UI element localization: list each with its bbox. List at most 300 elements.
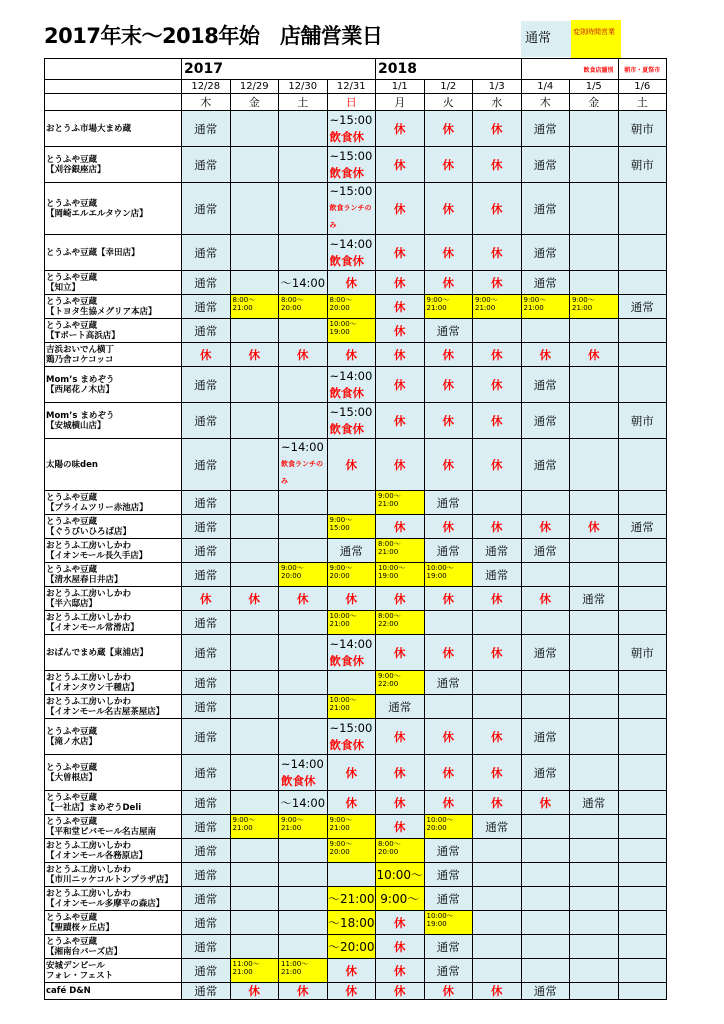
schedule-cell: 9:00～ 22:00 [376,671,425,695]
schedule-cell [570,839,619,863]
schedule-cell [570,319,619,343]
schedule-cell: 8:00～ 20:00 [327,295,376,319]
schedule-cell [618,183,667,235]
store-row [45,839,667,863]
store-name: 太陽の味den [45,439,182,491]
schedule-cell [230,887,279,911]
schedule-cell [521,319,570,343]
schedule-cell: 9:00～ 21:00 [424,295,473,319]
schedule-cell: 通常 [521,271,570,295]
store-row [45,635,667,671]
schedule-cell: 通常 [473,563,522,587]
schedule-cell: 9:00～ 21:00 [376,491,425,515]
dates-row-blank [45,80,182,94]
schedule-cell [230,911,279,935]
day-header: 火 [424,94,473,111]
schedule-cell [521,671,570,695]
schedule-cell [570,635,619,671]
schedule-cell: 休 [424,183,473,235]
schedule-cell: 通常 [182,755,231,791]
schedule-cell: 休 [424,343,473,367]
schedule-cell: 休 [376,515,425,539]
schedule-cell [618,235,667,271]
schedule-cell: 休 [473,439,522,491]
schedule-cell [279,635,328,671]
dates-row [45,80,667,94]
days-row-blank [45,94,182,111]
schedule-cell: 休 [376,343,425,367]
schedule-cell: 9:00～ 20:00 [327,839,376,863]
schedule-cell [279,183,328,235]
store-row [45,319,667,343]
schedule-cell: 通常 [424,491,473,515]
schedule-cell: 休 [473,403,522,439]
schedule-cell [618,367,667,403]
schedule-cell: 通常 [182,815,231,839]
schedule-cell: 通常 [182,403,231,439]
schedule-cell [570,983,619,1000]
schedule-cell: ～14:00 [279,791,328,815]
schedule-cell: 通常 [182,887,231,911]
schedule-cell [570,671,619,695]
schedule-cell [570,271,619,295]
schedule-cell: 通常 [182,839,231,863]
schedule-cell [279,111,328,147]
store-row [45,959,667,983]
store-name: とうふや豆蔵【幸田店】 [45,235,182,271]
store-name: とうふや豆蔵 【滝ノ水店】 [45,719,182,755]
schedule-cell [473,887,522,911]
schedule-cell [618,755,667,791]
year-row-blank [45,59,182,80]
schedule-cell: 通常 [327,539,376,563]
schedule-cell [521,911,570,935]
schedule-cell: ~15:00 飲食休 [327,719,376,755]
store-name: 安城デンビール フォレ・フェスト [45,959,182,983]
schedule-cell: 通常 [182,671,231,695]
schedule-cell: 通常 [473,815,522,839]
schedule-cell: 休 [473,983,522,1000]
schedule-cell: 休 [473,791,522,815]
store-row [45,439,667,491]
schedule-cell: 休 [473,183,522,235]
schedule-cell: 朝市 [618,111,667,147]
schedule-cell: 休 [376,271,425,295]
schedule-cell [570,367,619,403]
schedule-cell [570,539,619,563]
schedule-cell: 休 [521,515,570,539]
schedule-cell: ~14:00 飲食ランチのみ [279,439,328,491]
schedule-cell: 8:00～ 21:00 [230,295,279,319]
year-2017: 2017 [182,59,376,80]
store-name: とうふや豆蔵 【一社店】まめぞうDeli [45,791,182,815]
schedule-cell [521,959,570,983]
schedule-cell: 休 [424,367,473,403]
schedule-cell: 休 [376,983,425,1000]
schedule-cell: 休 [376,719,425,755]
schedule-cell [570,863,619,887]
schedule-cell: 通常 [521,635,570,671]
schedule-cell: 休 [376,815,425,839]
schedule-cell [230,367,279,403]
schedule-cell [424,695,473,719]
schedule-cell: 休 [376,403,425,439]
schedule-cell: 休 [376,367,425,403]
schedule-cell: 通常 [182,271,231,295]
schedule-cell: 休 [327,439,376,491]
schedule-cell: 休 [424,147,473,183]
schedule-cell: 10:00～ [376,863,425,887]
schedule-cell: 休 [424,403,473,439]
schedule-cell [279,695,328,719]
schedule-cell [279,515,328,539]
schedule-cell: 通常 [521,719,570,755]
schedule-cell [279,403,328,439]
schedule-cell: 休 [327,983,376,1000]
schedule-cell: 10:00～ 21:00 [327,611,376,635]
day-header: 金 [230,94,279,111]
store-row [45,887,667,911]
schedule-cell: 休 [376,235,425,271]
date-header: 12/31 [327,80,376,94]
schedule-cell: 8:00～ 20:00 [376,839,425,863]
schedule-cell [230,695,279,719]
schedule-cell [618,671,667,695]
schedule-cell: ~14:00 飲食休 [327,367,376,403]
store-name: とうふや豆蔵 【刈谷銀座店】 [45,147,182,183]
schedule-cell: 休 [521,587,570,611]
store-row [45,791,667,815]
schedule-cell: 9:00～ 21:00 [327,815,376,839]
store-row [45,539,667,563]
day-header: 土 [618,94,667,111]
schedule-cell: 通常 [182,563,231,587]
schedule-cell: ~15:00 飲食ランチのみ [327,183,376,235]
date-header: 1/5 [570,80,619,94]
schedule-cell [473,611,522,635]
schedule-cell: 11:00～ 21:00 [279,959,328,983]
schedule-cell [327,671,376,695]
store-name: おとうふ工房いしかわ 【イオンモール多摩平の森店】 [45,887,182,911]
schedule-cell: ~15:00 飲食休 [327,111,376,147]
store-name: 吉浜おいでん横丁 鶏乃舎コケコッコ [45,343,182,367]
schedule-cell: 10:00～ 19:00 [424,911,473,935]
schedule-cell: 休 [327,959,376,983]
schedule-cell: 通常 [424,959,473,983]
schedule-cell [570,439,619,491]
schedule-cell: ~14:00 飲食休 [327,635,376,671]
schedule-cell: 9:00～ [376,887,425,911]
legend-special: 変則時間営業 [571,20,621,58]
schedule-cell [570,719,619,755]
schedule-cell [230,863,279,887]
schedule-cell: 通常 [424,863,473,887]
schedule-cell: 休 [473,719,522,755]
schedule-cell [618,491,667,515]
schedule-cell [618,983,667,1000]
schedule-cell: 通常 [618,295,667,319]
schedule-cell [618,271,667,295]
schedule-cell [473,319,522,343]
schedule-cell [230,319,279,343]
store-row [45,863,667,887]
schedule-cell: ~14:00 飲食休 [327,235,376,271]
schedule-cell: 9:00～ 21:00 [521,295,570,319]
day-header: 木 [521,94,570,111]
schedule-cell [570,183,619,235]
schedule-cell [521,491,570,515]
schedule-cell [473,959,522,983]
schedule-cell [618,887,667,911]
schedule-cell: 休 [376,959,425,983]
schedule-cell: 通常 [521,235,570,271]
schedule-cell: 休 [327,755,376,791]
schedule-cell: 通常 [182,719,231,755]
day-header: 月 [376,94,425,111]
store-row [45,983,667,1000]
schedule-cell: 休 [182,343,231,367]
store-row [45,235,667,271]
legend-normal: 通常 [520,20,572,58]
schedule-cell [618,695,667,719]
schedule-cell [230,635,279,671]
schedule-cell: 通常 [182,695,231,719]
schedule-cell: 通常 [521,367,570,403]
schedule-cell: 休 [376,295,425,319]
date-header: 12/29 [230,80,279,94]
schedule-cell: 休 [182,587,231,611]
store-row [45,815,667,839]
schedule-cell [473,695,522,719]
schedule-cell: 休 [327,271,376,295]
schedule-cell: 休 [473,343,522,367]
schedule-cell: 通常 [424,935,473,959]
schedule-cell: 通常 [182,935,231,959]
schedule-cell: 休 [424,111,473,147]
schedule-cell: 通常 [473,539,522,563]
schedule-cell: 休 [473,755,522,791]
schedule-cell: 休 [376,587,425,611]
schedule-cell: 休 [376,791,425,815]
schedule-cell [618,791,667,815]
day-header: 金 [570,94,619,111]
schedule-cell: 通常 [182,515,231,539]
schedule-cell: 休 [376,319,425,343]
schedule-cell [521,695,570,719]
store-name: おとうふ市場大まめ蔵 [45,111,182,147]
schedule-cell: 休 [424,755,473,791]
schedule-cell [230,611,279,635]
schedule-cell [279,863,328,887]
day-header: 日 [327,94,376,111]
store-name: とうふや豆蔵 【岡崎エルエルタウン店】 [45,183,182,235]
store-row [45,587,667,611]
schedule-cell: 休 [424,719,473,755]
schedule-cell [230,271,279,295]
schedule-cell [279,935,328,959]
store-name: おとうふ工房いしかわ 【イオンモール常滑店】 [45,611,182,635]
schedule-cell [473,911,522,935]
store-row [45,719,667,755]
store-row [45,343,667,367]
schedule-cell [570,815,619,839]
schedule-cell [618,863,667,887]
page-title: 2017年末〜2018年始 店舗営業日 [44,24,383,48]
store-row [45,271,667,295]
schedule-cell: 通常 [182,147,231,183]
store-name: おとうふ工房いしかわ 【イオンモール各務原店】 [45,839,182,863]
store-row [45,491,667,515]
store-row [45,935,667,959]
schedule-cell: 休 [473,635,522,671]
schedule-cell: 8:00～ 21:00 [376,539,425,563]
schedule-cell [570,111,619,147]
schedule-cell: 休 [473,587,522,611]
schedule-cell: 休 [230,343,279,367]
schedule-cell [570,235,619,271]
schedule-cell [618,611,667,635]
store-name: おばんでまめ蔵【東浦店】 [45,635,182,671]
schedule-cell: 通常 [521,539,570,563]
schedule-cell: 通常 [424,539,473,563]
schedule-cell [570,959,619,983]
schedule-cell: 休 [327,343,376,367]
store-row [45,695,667,719]
year-2018: 2018 [376,59,522,80]
schedule-cell: ～18:00 [327,911,376,935]
schedule-cell [473,671,522,695]
schedule-cell: 休 [327,791,376,815]
schedule-cell [230,755,279,791]
schedule-cell [618,935,667,959]
schedule-cell [570,887,619,911]
schedule-cell: 休 [279,587,328,611]
schedule-cell [618,815,667,839]
schedule-cell: 11:00～ 21:00 [230,959,279,983]
store-name: おとうふ工房いしかわ 【市川ニッケコルトンプラザ店】 [45,863,182,887]
store-row [45,755,667,791]
schedule-cell: 通常 [424,887,473,911]
schedule-cell: 通常 [521,983,570,1000]
schedule-cell: 休 [424,439,473,491]
schedule-cell: 通常 [182,983,231,1000]
store-row [45,295,667,319]
store-name: Mom’s まめぞう 【西尾花ノ木店】 [45,367,182,403]
schedule-cell: 休 [376,635,425,671]
schedule-cell: 通常 [182,539,231,563]
schedule-cell [327,491,376,515]
store-row [45,671,667,695]
store-name: とうふや豆蔵 【トヨタ生協メグリア本店】 [45,295,182,319]
date-header: 1/2 [424,80,473,94]
schedule-cell: 休 [424,635,473,671]
store-name: Mom’s まめぞう 【安城横山店】 [45,403,182,439]
store-row [45,563,667,587]
store-name: とうふや豆蔵 【プライムツリー赤池店】 [45,491,182,515]
schedule-cell [570,563,619,587]
schedule-cell: 朝市 [618,147,667,183]
store-name: とうふや豆蔵 【知立】 [45,271,182,295]
schedule-cell [279,911,328,935]
store-name: とうふや豆蔵 【聖蹟桜ヶ丘店】 [45,911,182,935]
schedule-cell: ~15:00 飲食休 [327,403,376,439]
date-header: 1/1 [376,80,425,94]
schedule-cell [230,791,279,815]
store-name: とうふや豆蔵 【ぐうびいひろば店】 [45,515,182,539]
store-name: おとうふ工房いしかわ 【イオンタウン千種店】 [45,671,182,695]
schedule-cell [230,491,279,515]
schedule-cell: 休 [473,111,522,147]
schedule-cell: 通常 [182,863,231,887]
schedule-cell [521,839,570,863]
store-row [45,111,667,147]
schedule-cell: ～21:00 [327,887,376,911]
schedule-cell: 通常 [182,111,231,147]
schedule-cell: 9:00～ 21:00 [473,295,522,319]
schedule-cell: 通常 [182,791,231,815]
schedule-cell [521,887,570,911]
schedule-cell: 9:00～ 15:00 [327,515,376,539]
schedule-cell: 休 [473,367,522,403]
schedule-cell: 休 [570,515,619,539]
schedule-cell: 10:00～ 19:00 [424,563,473,587]
schedule-cell [230,515,279,539]
schedule-table [44,58,667,1000]
store-row [45,611,667,635]
schedule-cell [521,611,570,635]
schedule-cell: 通常 [521,183,570,235]
schedule-cell [279,491,328,515]
schedule-cell: 朝市 [618,403,667,439]
schedule-cell [230,539,279,563]
schedule-cell: 9:00～ 21:00 [570,295,619,319]
schedule-cell: 通常 [570,791,619,815]
schedule-cell: 休 [376,183,425,235]
schedule-cell: 休 [376,755,425,791]
schedule-cell: 休 [473,235,522,271]
schedule-cell [230,403,279,439]
schedule-cell [618,587,667,611]
schedule-cell: 休 [570,343,619,367]
store-row [45,367,667,403]
schedule-cell [570,755,619,791]
schedule-cell [618,539,667,563]
schedule-cell [618,719,667,755]
schedule-cell: ~14:00 飲食休 [279,755,328,791]
schedule-cell: 通常 [618,515,667,539]
schedule-cell: 朝市 [618,635,667,671]
schedule-cell [521,563,570,587]
schedule-cell [230,719,279,755]
store-name: café D&N [45,983,182,1000]
schedule-cell: 通常 [182,295,231,319]
schedule-cell: 休 [376,935,425,959]
schedule-cell [327,863,376,887]
schedule-cell [618,343,667,367]
schedule-cell [618,839,667,863]
schedule-cell [618,959,667,983]
store-name: おとうふ工房いしかわ 【イオンモール長久手店】 [45,539,182,563]
schedule-cell: 休 [230,587,279,611]
day-header: 土 [279,94,328,111]
store-row [45,183,667,235]
schedule-cell: 通常 [424,319,473,343]
days-row [45,94,667,111]
schedule-cell [618,319,667,343]
schedule-cell: 休 [473,271,522,295]
year-note-2: 朝市・夏祭市 [618,59,667,80]
schedule-cell: 休 [424,235,473,271]
